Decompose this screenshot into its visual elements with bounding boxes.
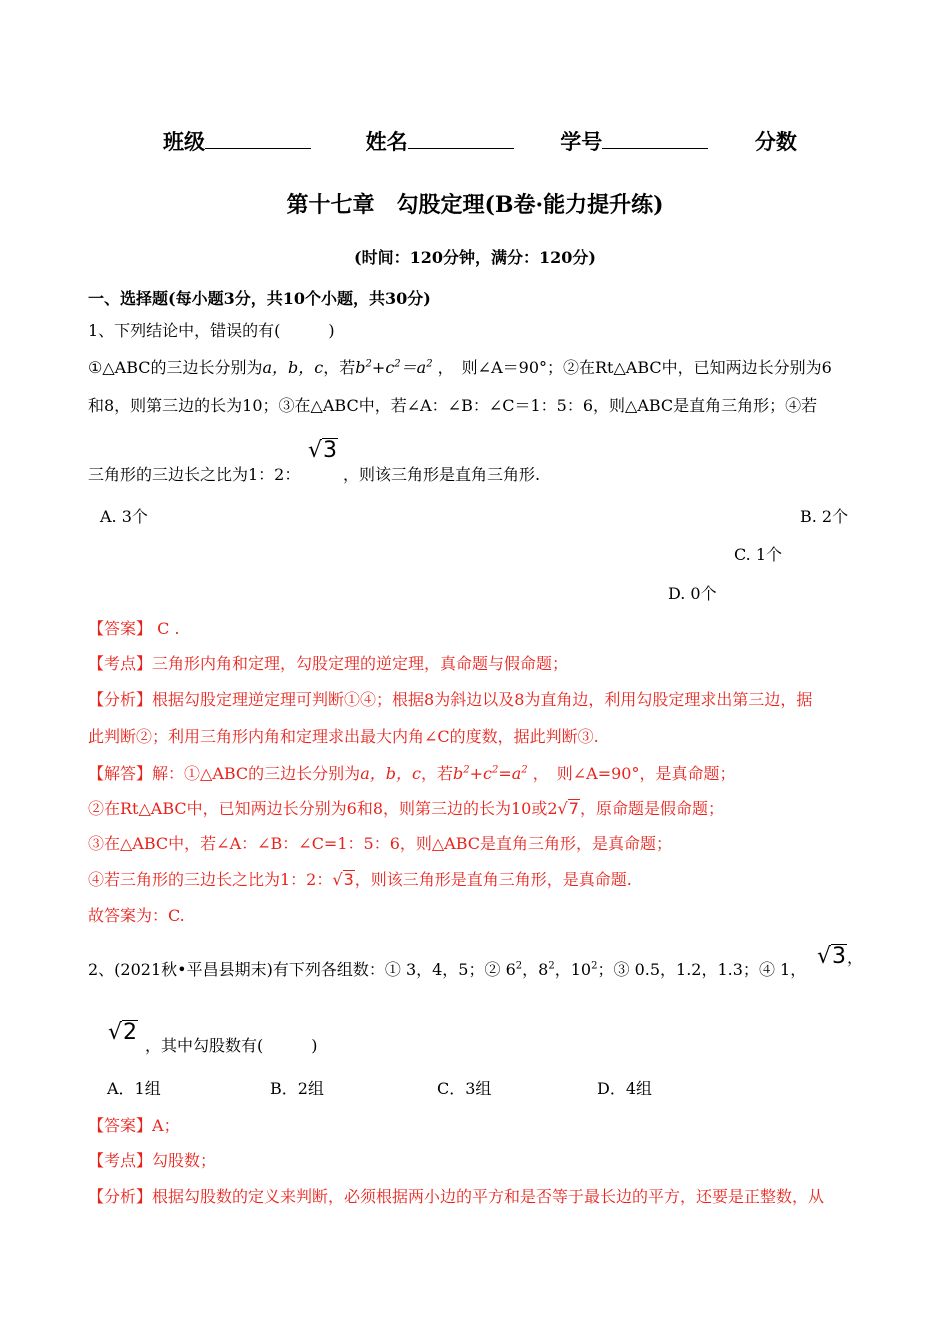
q1-solution-2	[88, 796, 724, 819]
q2-stem-a: 2、(2021秋•平昌县期末)有下列各组数：	[88, 960, 385, 979]
q1-line1-b: a，b，c	[262, 358, 324, 377]
q2-analysis-tag: 【分析】	[88, 1187, 153, 1206]
q1-solution-sqrt7: √7	[557, 799, 579, 818]
q2-group-2-mark: ②	[484, 960, 501, 979]
q2-group-4: 1，	[780, 960, 807, 979]
q1-solution-formula: $b^2+c^2=a^2$	[452, 764, 528, 783]
q1-formula: $b^2+c^2=a^2$	[355, 358, 433, 377]
q2-stem-b: ，其中勾股数有( )	[145, 1036, 318, 1055]
q1-solution-sqrt3-value: 3	[343, 870, 354, 889]
q2-g2-c: ，10	[554, 960, 592, 979]
q1-line2: 和8，则第三边的长为10；③在△ABC中，若∠A：∠B：∠C＝1：5：6，则△ABC是直角三角形；④若	[88, 396, 818, 415]
q2-point-text: 勾股数；	[152, 1151, 217, 1170]
q2-option-a: A．1组	[107, 1079, 161, 1098]
q2-stem	[88, 957, 806, 980]
q2-group-4-mark: ④	[758, 960, 775, 979]
score-label: 分数	[754, 129, 797, 154]
q1-line1-a: ①△ABC的三边长分别为	[88, 358, 263, 377]
q1-point	[88, 651, 568, 674]
id-label: 学号	[560, 129, 603, 154]
section-heading: 一、选择题(每小题3分，共10个小题，共30分)	[88, 289, 431, 308]
q1-line1-c: ，若	[323, 358, 356, 377]
q1-solution-1: 【解答】解：①△ABC的三边长分别为a，b，c，若$b^2+c^2=a^2$ ， 则∠A=90°，是真命题；	[88, 764, 736, 783]
q1-line1	[88, 355, 832, 378]
q2-answer-tag: 【答案】	[88, 1116, 153, 1135]
q1-sqrt3-value: 3	[323, 438, 338, 463]
page-title: 第十七章 勾股定理(B卷·能力提升练)	[286, 192, 664, 218]
q2-group-1-mark: ①	[384, 960, 401, 979]
q1-option-c: C. 1个	[734, 545, 783, 564]
q1-solution-abc: a，b，c	[360, 764, 421, 783]
q1-solution-2-a: ②在Rt△ABC中，已知两边长分别为6和8，则第三边的长为10或2	[88, 799, 558, 818]
q2-g2-a: 6	[505, 960, 516, 979]
q1-line3-a: 三角形的三边长之比为1：2：	[88, 465, 301, 484]
q2-option-c: C．3组	[437, 1079, 492, 1098]
name-blank	[408, 130, 514, 149]
q1-option-d: D. 0个	[668, 584, 717, 603]
q1-line3-b: ，则该三角形是直角三角形.	[343, 465, 541, 484]
q2-group-3: 0.5，1.2，1.3；	[634, 960, 759, 979]
q1-line3	[88, 462, 300, 485]
q1-option-a: A. 3个	[100, 507, 148, 526]
q1-point-tag: 【考点】	[88, 654, 153, 673]
q2-answer	[88, 1113, 180, 1136]
q1-answer-tag: 【答案】	[88, 619, 153, 638]
subtitle: (时间：120分钟，满分：120分)	[354, 248, 596, 267]
q1-line1-d: ， 则∠A＝90°；②在Rt△ABC中，已知两边长分别为6	[437, 358, 832, 377]
q1-solution-1-b: ， 则∠A=90°，是真命题；	[532, 764, 736, 783]
header-fields	[163, 126, 797, 156]
q2-comma: ，	[847, 948, 864, 967]
q2-answer-value: A；	[152, 1116, 180, 1135]
q1-solution-2-b: ，原命题是假命题；	[579, 799, 724, 818]
q1-analysis-1	[88, 687, 812, 710]
q2-analysis-1	[88, 1184, 824, 1207]
q1-stem: 1、下列结论中，错误的有( )	[88, 321, 335, 340]
q1-solution-1-a: 解：①△ABC的三边长分别为	[152, 764, 361, 783]
q2-group-2: $6^2$，$8^2$，$10^2$；	[505, 960, 614, 979]
q2-sqrt2-value: 2	[123, 1020, 138, 1045]
id-blank	[602, 130, 708, 149]
name-label: 姓名	[365, 129, 408, 154]
q1-analysis-text-1: 根据勾股定理逆定理可判断①④；根据8为斜边以及8为直角边，利用勾股定理求出第三边，据	[152, 690, 813, 709]
q1-solution-3: ③在△ABC中，若∠A：∠B：∠C=1：5：6，则△ABC是直角三角形，是真命题；	[88, 834, 673, 853]
q1-solution-sqrt3: √3	[332, 870, 354, 889]
q1-solution-4	[88, 867, 632, 890]
q1-solution-4-b: ，则该三角形是直角三角形，是真命题.	[354, 870, 632, 889]
q1-solution-4-a: ④若三角形的三边长之比为1：2：	[88, 870, 333, 889]
q1-sqrt3: √3	[308, 438, 338, 463]
q1-conclusion: 故答案为：C.	[88, 906, 185, 925]
q2-group-3-mark: ③	[613, 960, 630, 979]
q1-analysis-2: 此判断②；利用三角形内角和定理求出最大内角∠C的度数，据此判断③.	[88, 727, 599, 746]
q2-group-1: 3，4，5；	[405, 960, 485, 979]
q1-analysis-tag: 【分析】	[88, 690, 153, 709]
class-blank	[205, 130, 311, 149]
q2-sqrt2: √2	[108, 1020, 138, 1045]
q2-point-tag: 【考点】	[88, 1151, 153, 1170]
q1-answer-value: C .	[152, 619, 180, 638]
q1-point-text: 三角形内角和定理，勾股定理的逆定理，真命题与假命题；	[152, 654, 569, 673]
q2-analysis-text-1: 根据勾股数的定义来判断，必须根据两小边的平方和是否等于最长边的平方，还要是正整数，从	[152, 1187, 825, 1206]
q2-sqrt3-value: 3	[832, 944, 847, 969]
class-label: 班级	[163, 129, 205, 154]
q1-solution-tag: 【解答】	[88, 764, 153, 783]
q2-point	[88, 1148, 216, 1171]
q2-g2-d: ；	[597, 960, 614, 979]
q1-answer	[88, 616, 180, 639]
q2-g2-b: ，8	[522, 960, 549, 979]
q2-option-b: B．2组	[270, 1079, 324, 1098]
q2-option-d: D．4组	[597, 1079, 653, 1098]
q1-solution-sqrt7-value: 7	[568, 799, 579, 818]
q1-option-b: B. 2个	[800, 507, 849, 526]
q2-sqrt3: √3，	[817, 944, 864, 969]
